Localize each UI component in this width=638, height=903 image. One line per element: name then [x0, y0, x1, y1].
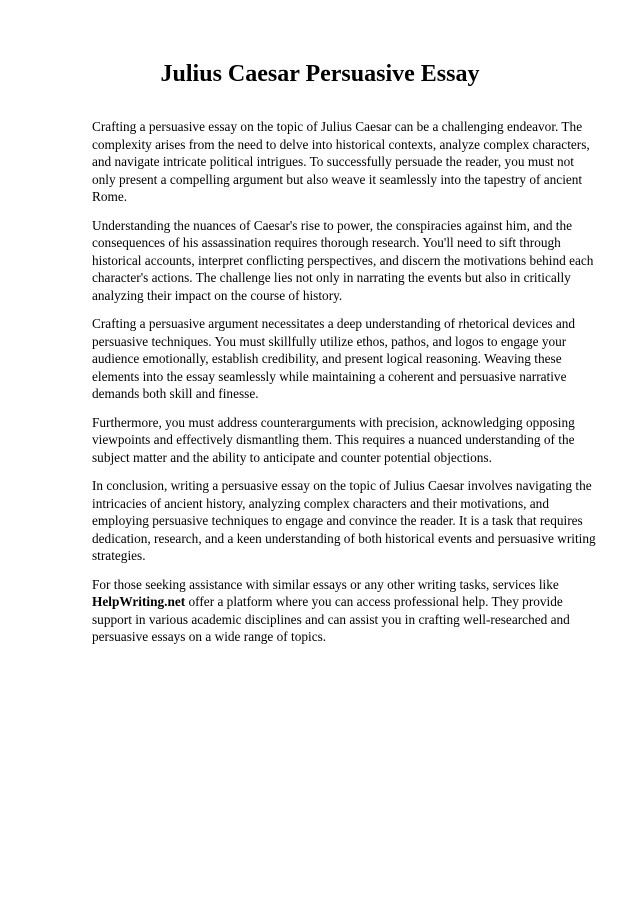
- paragraph-2: Understanding the nuances of Caesar's rise to power, the conspiracies against him, and the consequences of his assassination requires thorough research. You'll need to sift through historical accounts, interpret conflicting perspectives, and discern the motivations behind each character's actions. The challenge lies not only in narrating the events but also in critically analyzing their impact on the course of history.: [92, 217, 594, 303]
- paragraph-6: [92, 576, 598, 646]
- brand-name: HelpWriting.net: [92, 594, 186, 609]
- paragraph-1: Crafting a persuasive essay on the topic of Julius Caesar can be a challenging endeavor. The complexity arises from the need to delve into historical contexts, analyze complex characters, and navigate intricate political intrigues. To successfully persuade the reader, you must not only present a compelling argument but also weave it seamlessly into the tapestry of ancient Rome.: [92, 119, 590, 204]
- paragraph-3: Crafting a persuasive argument necessitates a deep understanding of rhetorical devices and persuasive techniques. You must skillfully utilize ethos, pathos, and logos to engage your audience emotionally, establish credibility, and present logical reasoning. Weaving these elements into the essay seamlessly while maintaining a coherent and persuasive narrative demands both skill and finesse.: [92, 316, 576, 401]
- paragraph-4: Furthermore, you must address counterarguments with precision, acknowledging opposing viewpoints and effectively dismantling them. This requires a nuanced understanding of the subject matter and the ability to anticipate and counter potential objections.: [92, 414, 575, 465]
- paragraph-6-intro: For those seeking assistance with similar essays or any other writing tasks, services like: [92, 576, 559, 592]
- paragraph-6-rest: offer a platform where you can access professional help. They provide support in various academic disciplines and can assist you in crafting well-researched and persuasive essays on a wide range of topics.: [92, 594, 570, 644]
- page-title: Julius Caesar Persuasive Essay: [160, 61, 480, 87]
- paragraph-5: In conclusion, writing a persuasive essay on the topic of Julius Caesar involves navigating the intricacies of ancient history, analyzing complex characters and their motivations, and employing persuasive techniques to engage and convince the reader. It is a task that requires dedication, research, and a keen understanding of both historical events and persuasive writing strategies.: [92, 478, 596, 563]
